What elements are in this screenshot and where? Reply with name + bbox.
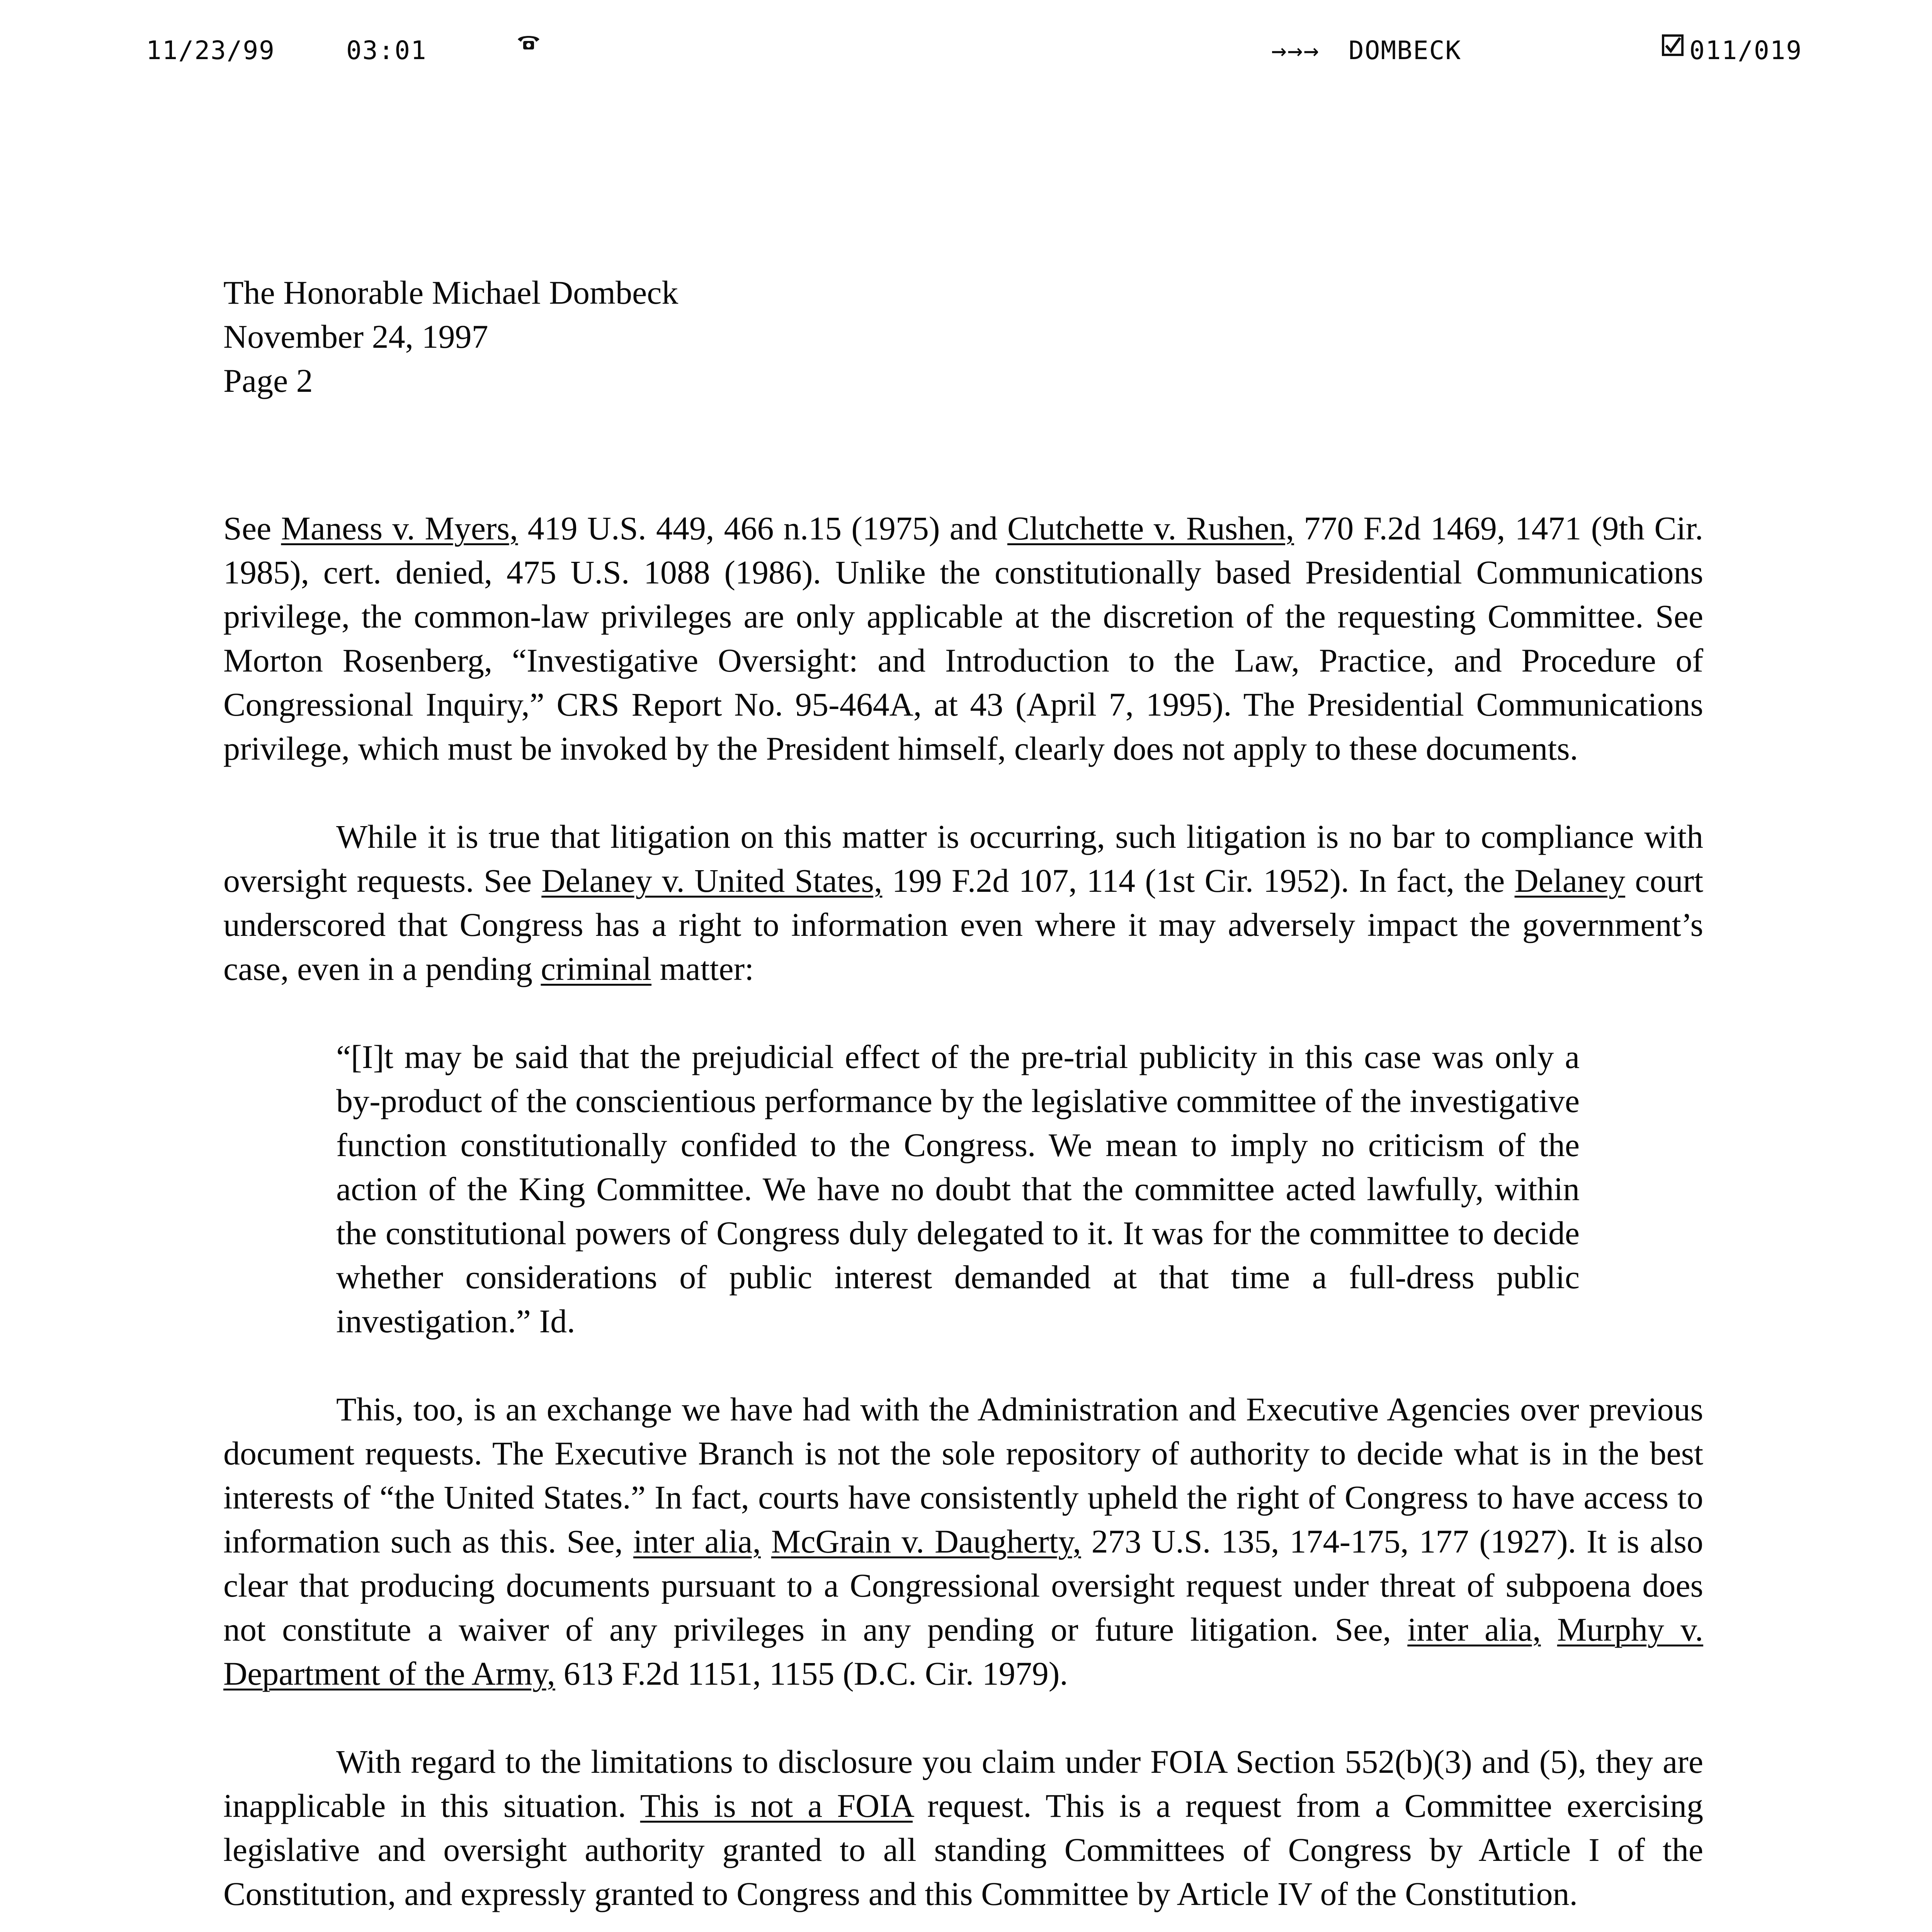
paragraph-1 <box>223 506 1703 770</box>
text-span: request. This is a request from a Committee exercising legislative and oversight authority granted to all standing Committees of Congress by Article I of the Constitution, and expressly granted to Congress and this Committee by Article IV of the Constitution. <box>223 1787 1703 1912</box>
paragraph-4 <box>223 1740 1703 1916</box>
case-citation: Maness v. Myers, <box>281 510 518 547</box>
text-span: 199 F.2d 107, 114 (1st Cir. 1952). In fact, the <box>882 862 1515 899</box>
fax-time: 03:01 <box>346 36 427 65</box>
citation-signal: inter alia, <box>633 1523 761 1560</box>
text-span: With regard to the limitations to disclosure you claim under FOIA Section 552(b)(3) and (5), they are inapplicable in this situation. <box>223 1743 1703 1824</box>
fax-arrows: →→→ <box>1271 36 1320 65</box>
letter-body <box>223 270 1703 1932</box>
text-span: This, too, is an exchange we have had with the Administration and Executive Agencies over previous document requests. The Executive Branch is not the sole repository of authority to decide what is in the best interests of “the United States.” In fact, courts have consistently upheld the right of Congress to have access to information such as this. See, <box>223 1391 1703 1560</box>
text-span: While it is true that litigation on this matter is occurring, such litigation is no bar to compliance with oversight requests. See <box>223 818 1703 899</box>
text-span: See <box>223 510 281 547</box>
text-span: 273 U.S. 135, 174-175, 177 (1927). It is also clear that producing documents pursuant to a Congressional oversight request under threat of subpoena does not constitute a waiver of any privileges in any pending or future litigation. See, <box>223 1523 1704 1648</box>
text-span <box>1541 1611 1557 1648</box>
fax-date: 11/23/99 <box>146 36 275 65</box>
text-span: 613 F.2d 1151, 1155 (D.C. Cir. 1979). <box>555 1655 1068 1692</box>
case-citation: McGrain v. Daugherty, <box>771 1523 1081 1560</box>
address-block <box>223 270 1703 403</box>
text-span: 419 U.S. 449, 466 n.15 (1975) and <box>518 510 1007 547</box>
citation-signal: inter alia, <box>1407 1611 1541 1648</box>
emphasis: This is not a FOIA <box>640 1787 913 1824</box>
case-citation: Delaney v. United States, <box>541 862 883 899</box>
recipient-line: The Honorable Michael Dombeck <box>223 274 679 311</box>
paragraph-3 <box>223 1387 1703 1696</box>
text-span: 770 F.2d 1469, 1471 (9th Cir. 1985), cert. denied, 475 U.S. 1088 (1986). Unlike the constitutionally based Presidential Communications privilege, the common-law privileges are only applicable at the discretion of the requesting Committee. See Morton Rosenberg, “Investigative Oversight: and Introduction to the Law, Practice, and Procedure of Congressional Inquiry,” CRS Report No. 95-464A, at 43 (April 7, 1995). The Presidential Communications privilege, which must be invoked by the President himself, clearly does not apply to these documents. <box>223 510 1704 767</box>
text-span <box>761 1523 771 1560</box>
block-quote: “[I]t may be said that the prejudicial effect of the pre-trial publicity in this case was only a by-product of the conscientious performance by the legislative committee of the investigative function constitutionally confided to the Congress. We mean to imply no criticism of the action of the King Committee. We have no doubt that the committee acted lawfully, within the constitutional powers of Congress duly delegated to it. It was for the committee to decide whether considerations of public interest demanded at that time a full-dress public investigation.” Id. <box>336 1038 1580 1340</box>
text-span: court underscored that Congress has a right to information even where it may adversely impact the government’s case, even in a pending <box>223 862 1704 987</box>
fax-header <box>0 36 1932 70</box>
checkbox-icon <box>1662 34 1684 56</box>
paragraph-2 <box>223 815 1703 991</box>
case-citation: Murphy v. Department of the Army, <box>223 1611 1703 1692</box>
emphasis: criminal <box>541 950 652 987</box>
fax-page-count: 011/019 <box>1689 36 1803 65</box>
text-span: matter: <box>651 950 754 987</box>
phone-icon <box>516 33 541 51</box>
fax-recipient: DOMBECK <box>1349 36 1462 65</box>
case-citation: Delaney <box>1514 862 1626 899</box>
page-number: Page 2 <box>223 362 313 399</box>
letter-date: November 24, 1997 <box>223 318 488 355</box>
case-citation: Clutchette v. Rushen, <box>1007 510 1294 547</box>
